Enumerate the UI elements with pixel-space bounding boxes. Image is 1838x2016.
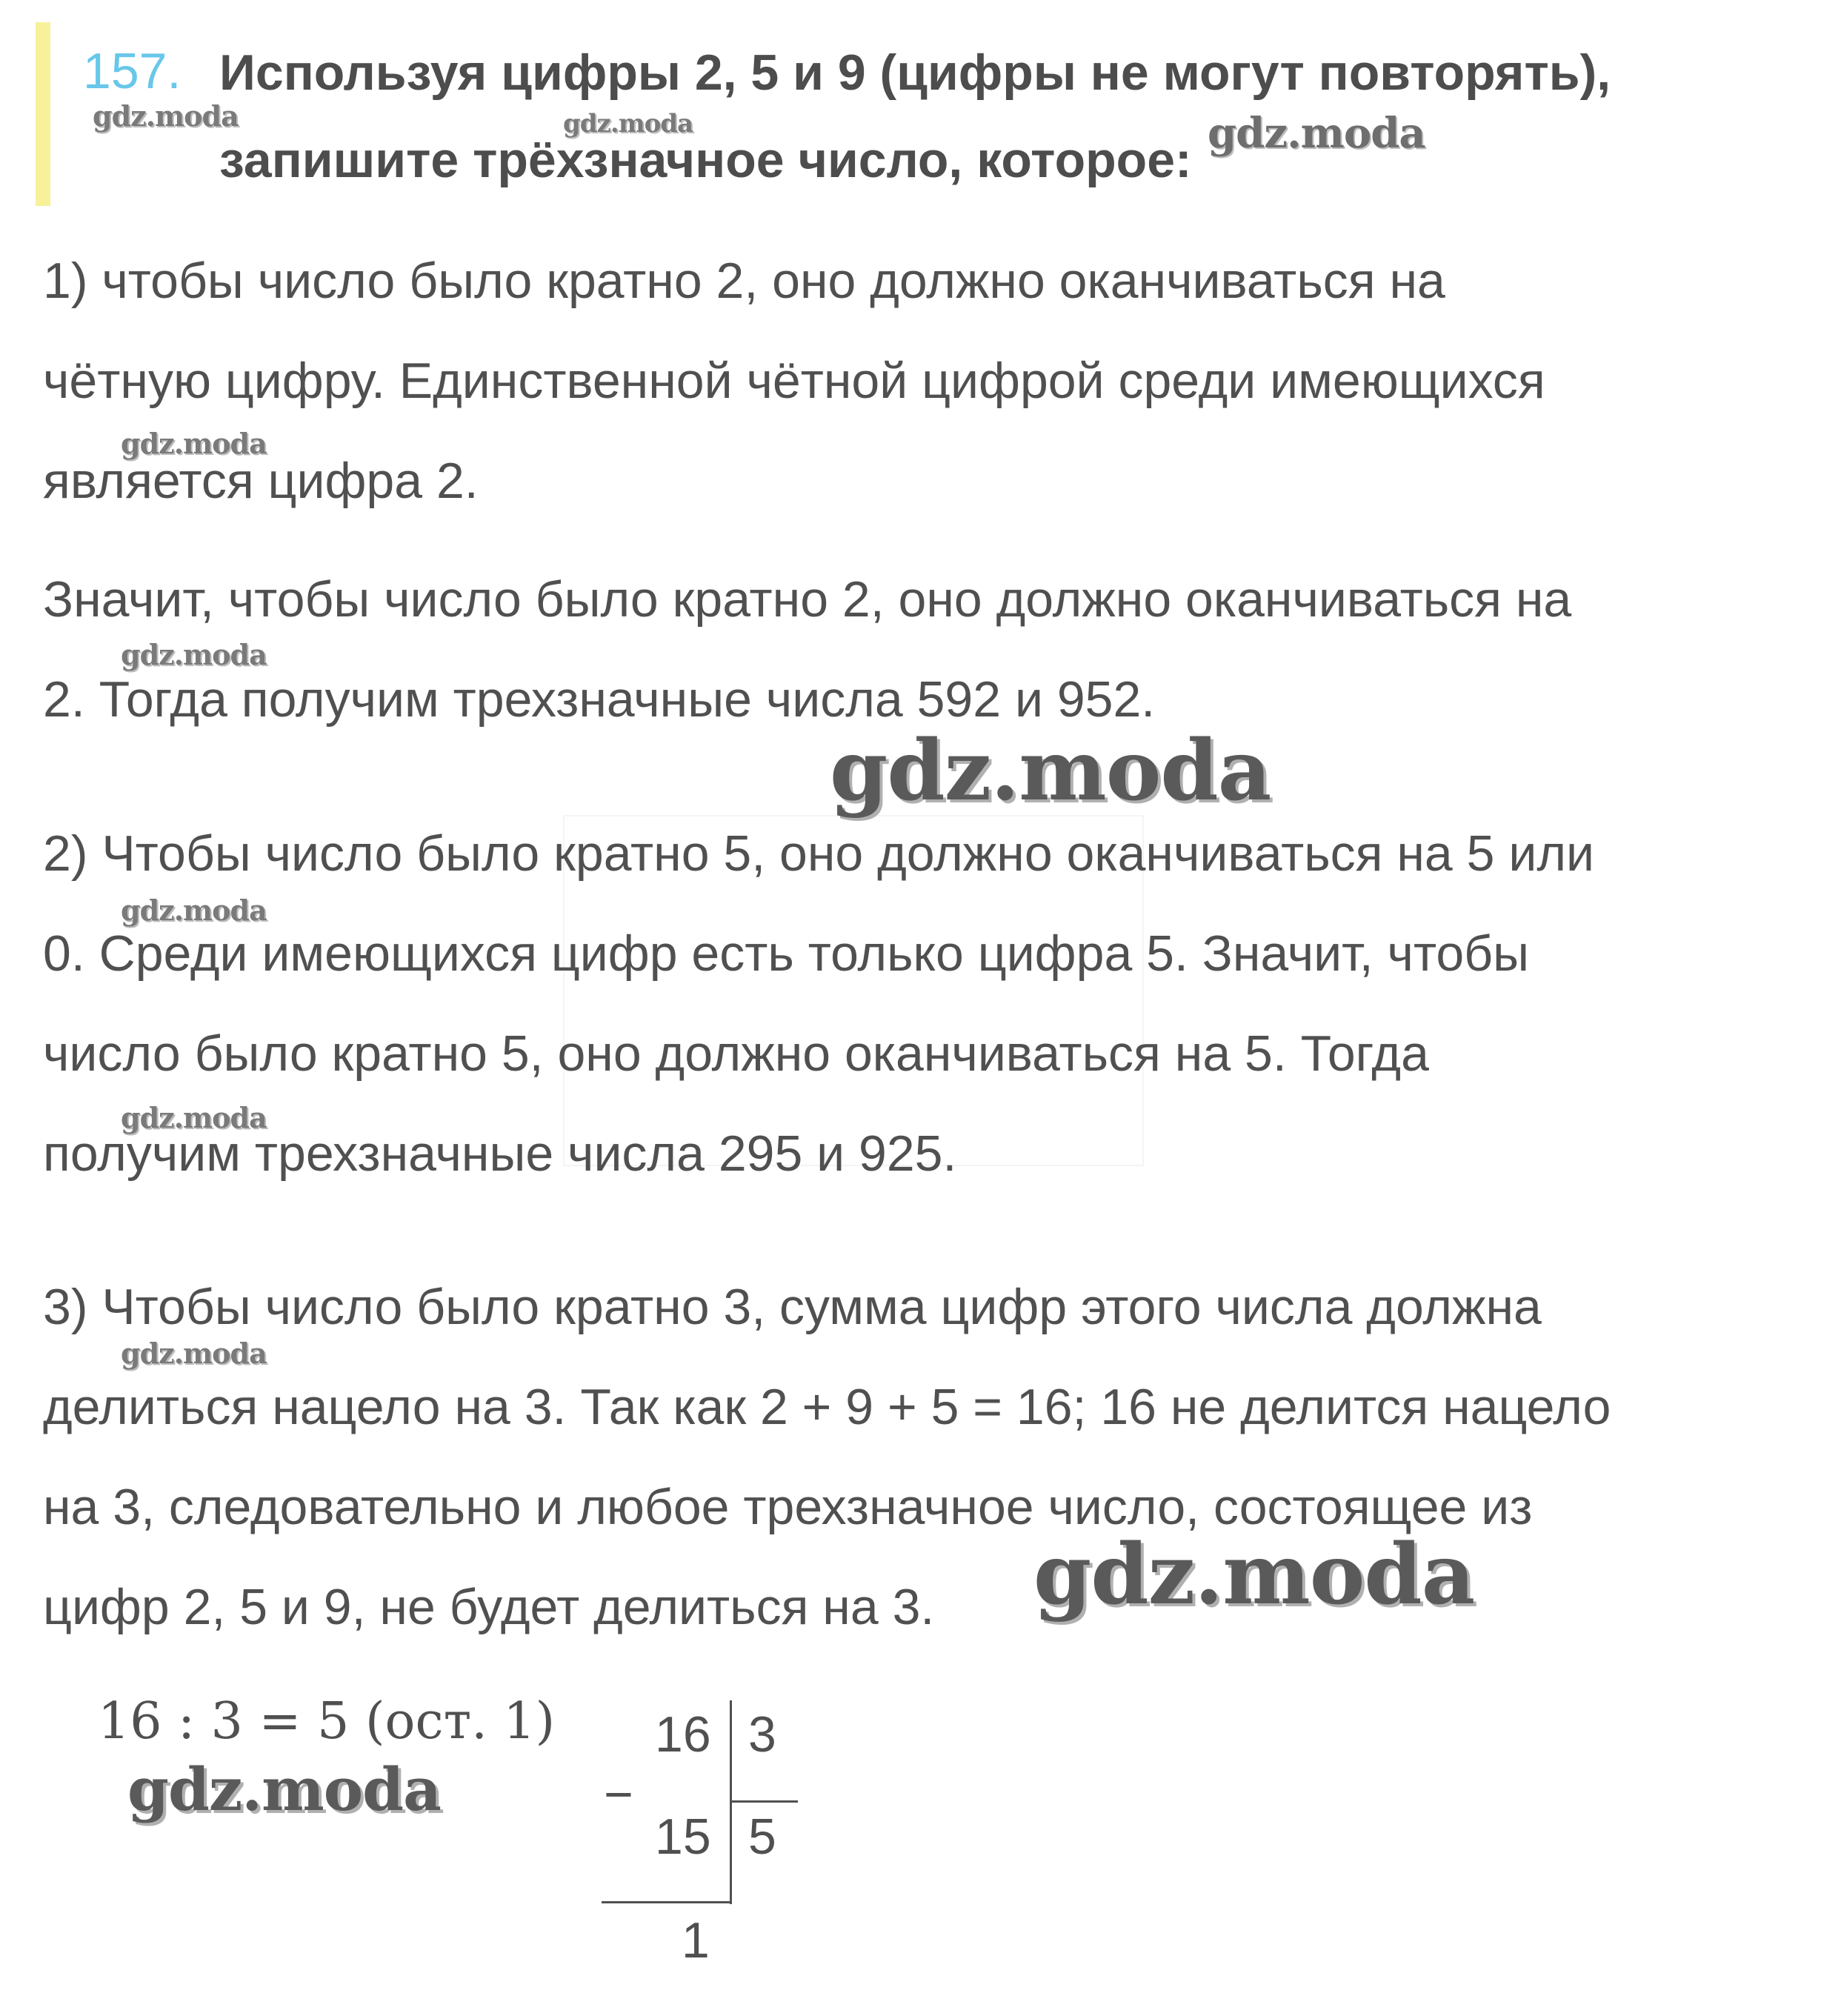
watermark-logo: gdz.moda [127,1754,441,1824]
watermark-logo: gdz.moda [121,427,267,460]
long-division-quotient: 5 [748,1809,776,1865]
watermark-logo: gdz.moda [121,1101,267,1134]
watermark-logo: gdz.moda [830,722,1271,819]
watermark-logo: gdz.moda [563,109,693,139]
solution-part-1-conclusion-line-2: 2. Тогда получим трехзначные числа 592 и 952. [43,671,1156,728]
task-accent-bar [36,22,50,206]
solution-part-3-line-1: 3) Чтобы число было кратно 3, сумма цифр этого числа должна [43,1279,1542,1335]
watermark-logo: gdz.moda [121,1337,267,1370]
long-division-result-bar [602,1901,731,1903]
solution-part-2-line-4: получим трехзначные числа 295 и 925. [43,1125,957,1182]
solution-part-1-line-2: чётную цифру. Единственной чётной цифрой среди имеющихся [43,353,1545,409]
task-statement-line-1: Используя цифры 2, 5 и 9 (цифры не могут повторять), [219,44,1611,101]
long-division-remainder: 1 [682,1912,710,1969]
watermark-logo: gdz.moda [121,638,267,671]
long-division-quotient-bar [730,1800,798,1803]
solution-part-2-line-2: 0. Среди имеющихся цифр есть только цифра 5. Значит, чтобы [43,925,1529,982]
watermark-logo: gdz.moda [121,894,267,927]
long-division-minus-sign: − [604,1766,633,1823]
solution-part-2-line-3: число было кратно 5, оно должно оканчиваться на 5. Тогда [43,1025,1429,1082]
solution-part-3-line-2: делиться нацело на 3. Так как 2 + 9 + 5 = 16; 16 не делится нацело [43,1379,1611,1435]
task-number: 157. [83,43,182,99]
solution-part-1-line-1: 1) чтобы число было кратно 2, оно должно оканчиваться на [43,253,1445,309]
long-division-subtrahend: 15 [655,1809,711,1865]
solution-part-1-line-3: является цифра 2. [43,453,479,509]
long-division-dividend: 16 [655,1706,711,1763]
solution-part-3-line-3: на 3, следовательно и любое трехзначное число, состоящее из [43,1479,1533,1535]
long-division-divisor: 3 [748,1706,776,1763]
division-equation: 16 : 3 = 5 (ост. 1) [98,1692,556,1751]
watermark-logo: gdz.moda [93,99,239,133]
solution-part-2-line-1: 2) Чтобы число было кратно 5, оно должно оканчиваться на 5 или [43,825,1594,882]
task-statement-line-2: запишите трёхзначное число, которое: [219,132,1192,188]
watermark-logo: gdz.moda [1033,1526,1475,1623]
solution-part-3-line-4: цифр 2, 5 и 9, не будет делиться на 3. [43,1579,935,1635]
watermark-logo: gdz.moda [1208,109,1425,158]
solution-part-1-conclusion-line-1: Значит, чтобы число было кратно 2, оно должно оканчиваться на [43,571,1572,628]
